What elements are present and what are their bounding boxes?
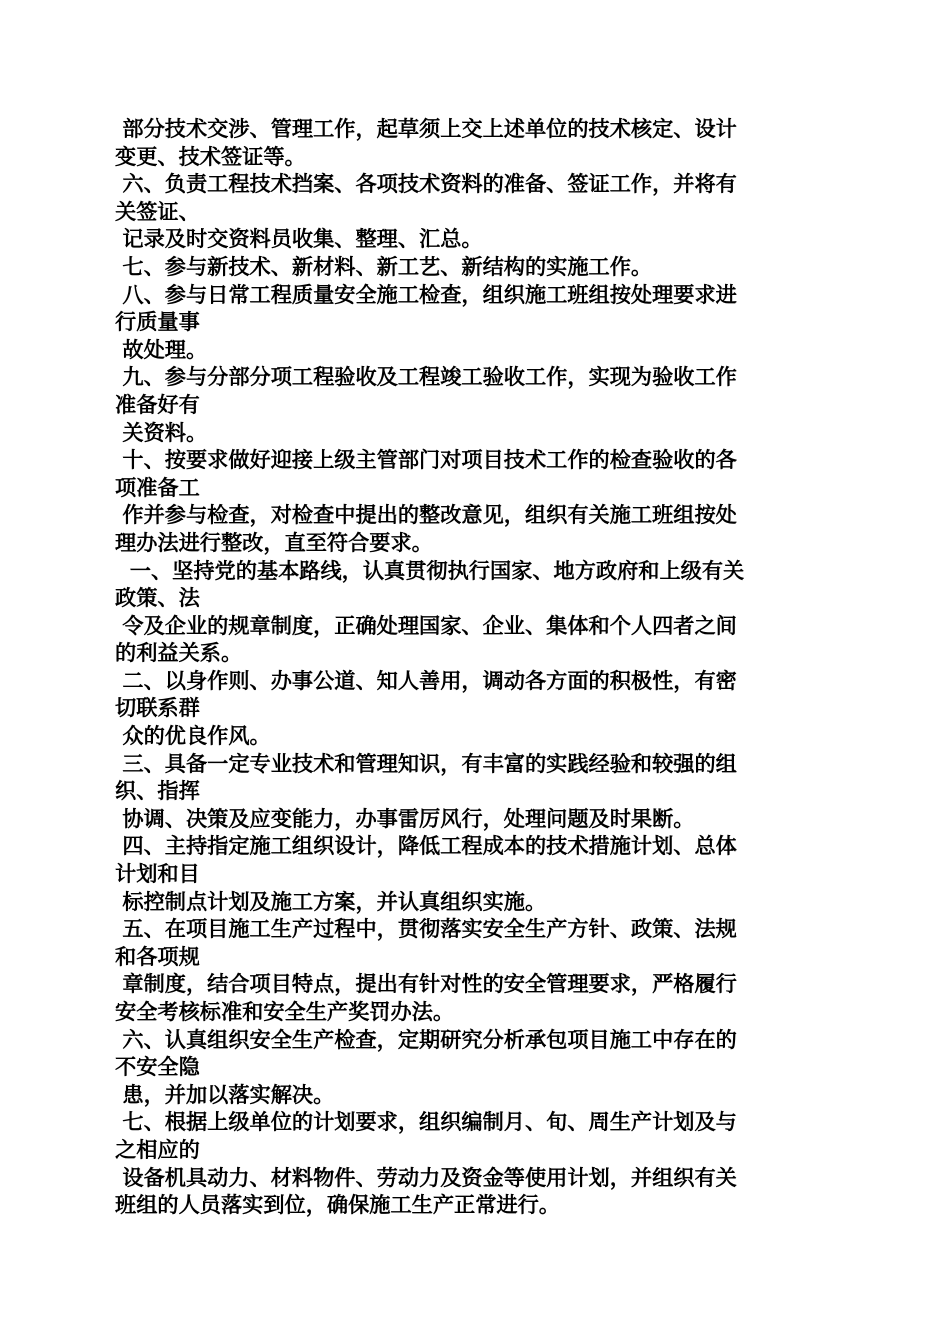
text-line: 记录及时交资料员收集、整理、汇总。 bbox=[115, 226, 483, 252]
text-line: 变更、技术签证等。 bbox=[115, 143, 306, 169]
text-line: 五、在项目施工生产过程中，贯彻落实安全生产方针、政策、法规 bbox=[115, 916, 737, 942]
text-line: 班组的人员落实到位，确保施工生产正常进行。 bbox=[115, 1192, 560, 1218]
text-line: 六、负责工程技术挡案、各项技术资料的准备、签证工作，并将有 bbox=[115, 171, 737, 197]
text-line: 之相应的 bbox=[115, 1136, 200, 1162]
text-line: 二、以身作则、办事公道、知人善用，调动各方面的积极性，有密 bbox=[115, 667, 737, 693]
text-line: 四、主持指定施工组织设计，降低工程成本的技术措施计划、总体 bbox=[115, 833, 737, 859]
text-line: 计划和目 bbox=[115, 861, 200, 887]
text-line: 和各项规 bbox=[115, 943, 200, 969]
text-line: 章制度，结合项目特点，提出有针对性的安全管理要求，严格履行 bbox=[115, 971, 737, 997]
text-line: 准备好有 bbox=[115, 391, 200, 417]
text-line: 部分技术交涉、管理工作，起草须上交上述单位的技术核定、设计 bbox=[115, 116, 737, 141]
text-line: 令及企业的规章制度，正确处理国家、企业、集体和个人四者之间 bbox=[115, 612, 737, 638]
text-line: 十、按要求做好迎接上级主管部门对项目技术工作的检查验收的各 bbox=[115, 447, 737, 473]
text-line: 的利益关系。 bbox=[115, 640, 243, 666]
text-line: 作并参与检查，对检查中提出的整改意见，组织有关施工班组按处 bbox=[115, 502, 737, 528]
text-line: 一、坚持党的基本路线，认真贯彻执行国家、地方政府和上级有关 bbox=[115, 557, 745, 583]
text-line: 八、参与日常工程质量安全施工检查，组织施工班组按处理要求进 bbox=[115, 281, 737, 307]
text-line: 设备机具动力、材料物件、劳动力及资金等使用计划，并组织有关 bbox=[115, 1164, 737, 1190]
text-line: 故处理。 bbox=[115, 336, 208, 362]
text-line: 织、指挥 bbox=[115, 778, 200, 804]
text-line: 项准备工 bbox=[115, 474, 200, 500]
text-line: 不安全隐 bbox=[115, 1054, 200, 1080]
text-line: 关签证、 bbox=[115, 198, 200, 224]
text-line: 七、根据上级单位的计划要求，组织编制月、旬、周生产计划及与 bbox=[115, 1109, 737, 1135]
text-line: 协调、决策及应变能力，办事雷厉风行，处理问题及时果断。 bbox=[115, 805, 695, 831]
text-line: 安全考核标准和安全生产奖罚办法。 bbox=[115, 999, 455, 1024]
text-line: 患，并加以落实解决。 bbox=[115, 1081, 335, 1107]
text-line: 众的优良作风。 bbox=[115, 723, 271, 749]
text-line: 政策、法 bbox=[115, 585, 200, 611]
text-line: 九、参与分部分项工程验收及工程竣工验收工作，实现为验收工作 bbox=[115, 364, 737, 390]
text-line: 七、参与新技术、新材料、新工艺、新结构的实施工作。 bbox=[115, 253, 653, 279]
text-line: 三、具备一定专业技术和管理知识，有丰富的实践经验和较强的组 bbox=[115, 750, 737, 776]
text-line: 行质量事 bbox=[115, 309, 200, 335]
text-line: 理办法进行整改，直至符合要求。 bbox=[115, 529, 433, 555]
text-line: 标控制点计划及施工方案，并认真组织实施。 bbox=[115, 888, 547, 914]
text-line: 六、认真组织安全生产检查，定期研究分析承包项目施工中存在的 bbox=[115, 1026, 737, 1052]
text-line: 关资料。 bbox=[115, 419, 208, 445]
document-body bbox=[115, 115, 835, 1219]
text-line: 切联系群 bbox=[115, 695, 200, 721]
